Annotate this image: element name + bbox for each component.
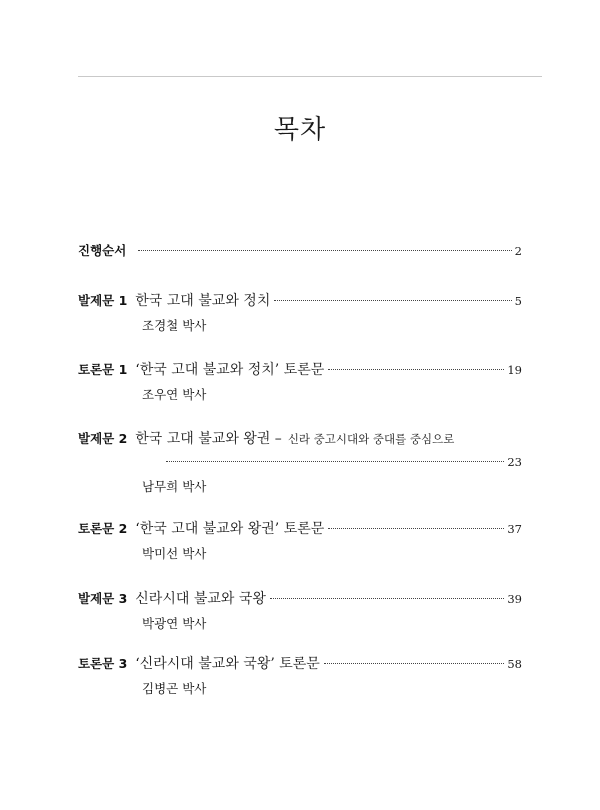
toc-title: 한국 고대 불교와 정치	[135, 293, 271, 309]
dot-leader	[328, 528, 504, 529]
toc-entry[interactable]	[78, 589, 522, 633]
toc-author: 조우연 박사	[142, 387, 207, 402]
toc-title: ‘신라시대 불교와 국왕’ 토론문	[135, 656, 320, 672]
toc-title: ‘한국 고대 불교와 정치’ 토론문	[135, 362, 325, 378]
toc-line	[78, 360, 522, 380]
toc-author: 박미선 박사	[142, 546, 207, 561]
toc-label: 토론문 2	[78, 521, 128, 536]
toc-entry-program[interactable]	[78, 241, 522, 261]
dot-leader	[166, 461, 504, 462]
toc-entry[interactable]	[78, 291, 522, 335]
toc-entry[interactable]	[78, 429, 522, 496]
page-title: 목차	[273, 115, 327, 146]
toc-title: 한국 고대 불교와 왕권 –	[135, 431, 282, 447]
toc-label: 진행순서	[78, 243, 127, 258]
page-number: 39	[507, 592, 522, 606]
toc-label: 발제문 1	[78, 293, 128, 308]
toc-subtitle: 신라 중고시대와 중대를 중심으로	[287, 432, 455, 446]
toc-label: 발제문 2	[78, 431, 128, 446]
toc-author: 김병곤 박사	[142, 681, 207, 696]
toc-line	[78, 654, 522, 674]
dot-leader	[328, 369, 504, 370]
dot-leader	[138, 250, 511, 251]
top-rule	[78, 76, 542, 77]
toc-line	[78, 291, 522, 311]
page-number: 2	[514, 244, 522, 258]
toc-title: 신라시대 불교와 국왕	[135, 591, 266, 607]
toc-line	[78, 429, 522, 449]
page-number: 23	[507, 455, 522, 469]
page-number: 37	[507, 522, 522, 536]
toc-author: 조경철 박사	[142, 318, 207, 333]
toc-line-continued	[78, 452, 522, 472]
toc-entry[interactable]	[78, 519, 522, 563]
dot-leader	[324, 663, 505, 664]
toc-label: 발제문 3	[78, 591, 128, 606]
toc-line	[78, 519, 522, 539]
page-number: 58	[507, 657, 522, 671]
toc-line	[78, 241, 522, 261]
toc-entry[interactable]	[78, 360, 522, 404]
page-number: 19	[507, 363, 522, 377]
dot-leader	[270, 598, 504, 599]
toc-label: 토론문 1	[78, 362, 128, 377]
toc-label: 토론문 3	[78, 656, 128, 671]
toc-author: 박광연 박사	[142, 616, 207, 631]
toc-line	[78, 589, 522, 609]
dot-leader	[274, 300, 511, 301]
toc-entry[interactable]	[78, 654, 522, 698]
toc-author: 남무희 박사	[142, 479, 207, 494]
page-number: 5	[514, 294, 522, 308]
toc-title: ‘한국 고대 불교와 왕권’ 토론문	[135, 521, 325, 537]
